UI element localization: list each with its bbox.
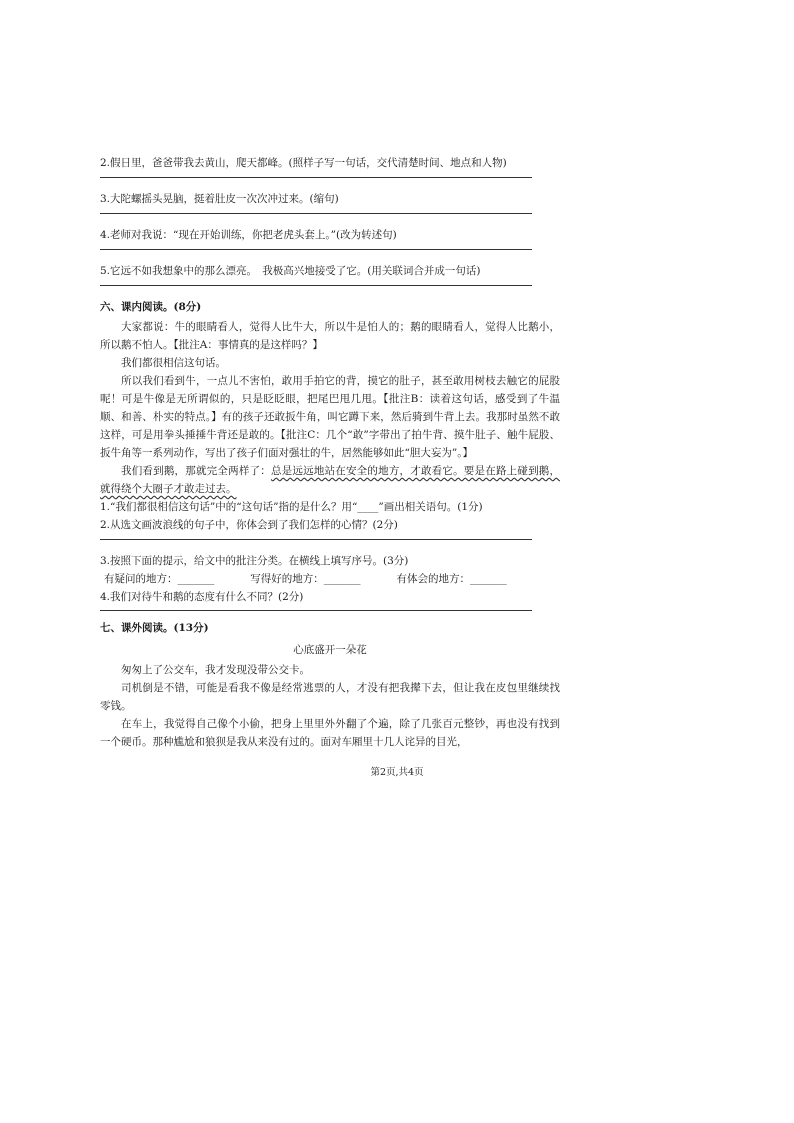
section-7-heading: 七、课外阅读。(13分) <box>100 622 209 634</box>
classification-blanks <box>100 570 560 588</box>
story-paragraph: 司机倒是不错，可能是看我不像是经常逃票的人，才没有把我撵下去，但让我在皮包里继续找零钱。 <box>100 682 560 712</box>
answer-line <box>100 285 532 286</box>
question-4: 4.老师对我说：“现在开始训练，你把老虎头套上。”(改为转述句) <box>100 229 397 241</box>
story-paragraph: 匆匆上了公交车，我才发现没带公交卡。 <box>121 664 310 676</box>
blank-question: 有疑问的地方：_______ <box>104 573 215 585</box>
reading-question-2: 2.从选文画波浪线的句子中，你体会到了我们怎样的心情？(2分) <box>100 519 398 531</box>
reading-paragraph: 我们都很相信这句话。 <box>121 357 226 369</box>
question-2: 2.假日里，爸爸带我去黄山，爬天都峰。(照样子写一句话，交代清楚时间、地点和人物) <box>100 157 507 169</box>
reading-question-4: 4.我们对待牛和鹅的态度有什么不同？(2分) <box>100 591 304 603</box>
answer-line <box>100 213 532 214</box>
answer-line <box>100 249 532 250</box>
reading-question-1: 1.“我们都很相信这句话”中的“这句话”指的是什么？用“____”画出相关语句。(1分) <box>100 501 483 513</box>
section-6-heading: 六、课内阅读。(8分) <box>100 301 202 313</box>
answer-line <box>100 610 532 611</box>
page-content <box>100 154 560 751</box>
page-number: 第2页,共4页 <box>370 767 424 778</box>
reading-question-3: 3.按照下面的提示，给文中的批注分类。在横线上填写序号。(3分) <box>100 555 409 567</box>
wavy-underlined-sentence: 总是远远地站在安全的地方，才敢看它。要是在路上碰到鹅，就得绕个大圈子才敢走过去。 <box>100 465 561 495</box>
question-5: 5.它远不如我想象中的那么漂亮。 我极高兴地接受了它。(用关联词合并成一句话) <box>100 265 481 277</box>
question-3: 3.大陀螺摇头晃脑，挺着肚皮一次次冲过来。(缩句) <box>100 193 339 205</box>
paragraph-text: 我们看到鹅，那就完全两样了： <box>121 465 271 477</box>
answer-line <box>100 177 532 178</box>
story-paragraph: 在车上，我觉得自己像个小偷，把身上里里外外翻了个遍，除了几张百元整钞，再也没有找到一个硬币。那种尴尬和狼狈是我从来没有过的。面对车厢里十几人诧异的目光， <box>100 718 560 748</box>
story-title: 心底盛开一朵花 <box>293 644 367 656</box>
reading-paragraph: 所以我们看到牛，一点儿不害怕，敢用手拍它的背，摸它的肚子，甚至敢用树枝去触它的屁股呢！可是牛像是无所谓似的，只是眨眨眼，把尾巴甩几甩。【批注B：读着这句话，感受到了牛温顺、和善、朴实的特点。】有的孩子还敢扳牛角，叫它蹲下来，然后骑到牛背上去。我那时虽然不敢这样，可是用拳头捶捶牛背还是敢的。【批注C：几个“敢”字带出了拍牛背、摸牛肚子、触牛屁股、扳牛角等一系列动作，写出了孩子们面对强壮的牛，居然能够如此“胆大妄为”。】 <box>100 375 560 459</box>
reading-paragraph <box>100 462 560 498</box>
reading-paragraph: 大家都说：牛的眼睛看人，觉得人比牛大，所以牛是怕人的；鹅的眼睛看人，觉得人比鹅小，所以鹅不怕人。【批注A：事情真的是这样吗？】 <box>100 321 560 351</box>
blank-feeling: 有体会的地方：_______ <box>396 573 507 585</box>
answer-line <box>100 539 532 540</box>
blank-well-written: 写得好的地方：_______ <box>250 573 361 585</box>
